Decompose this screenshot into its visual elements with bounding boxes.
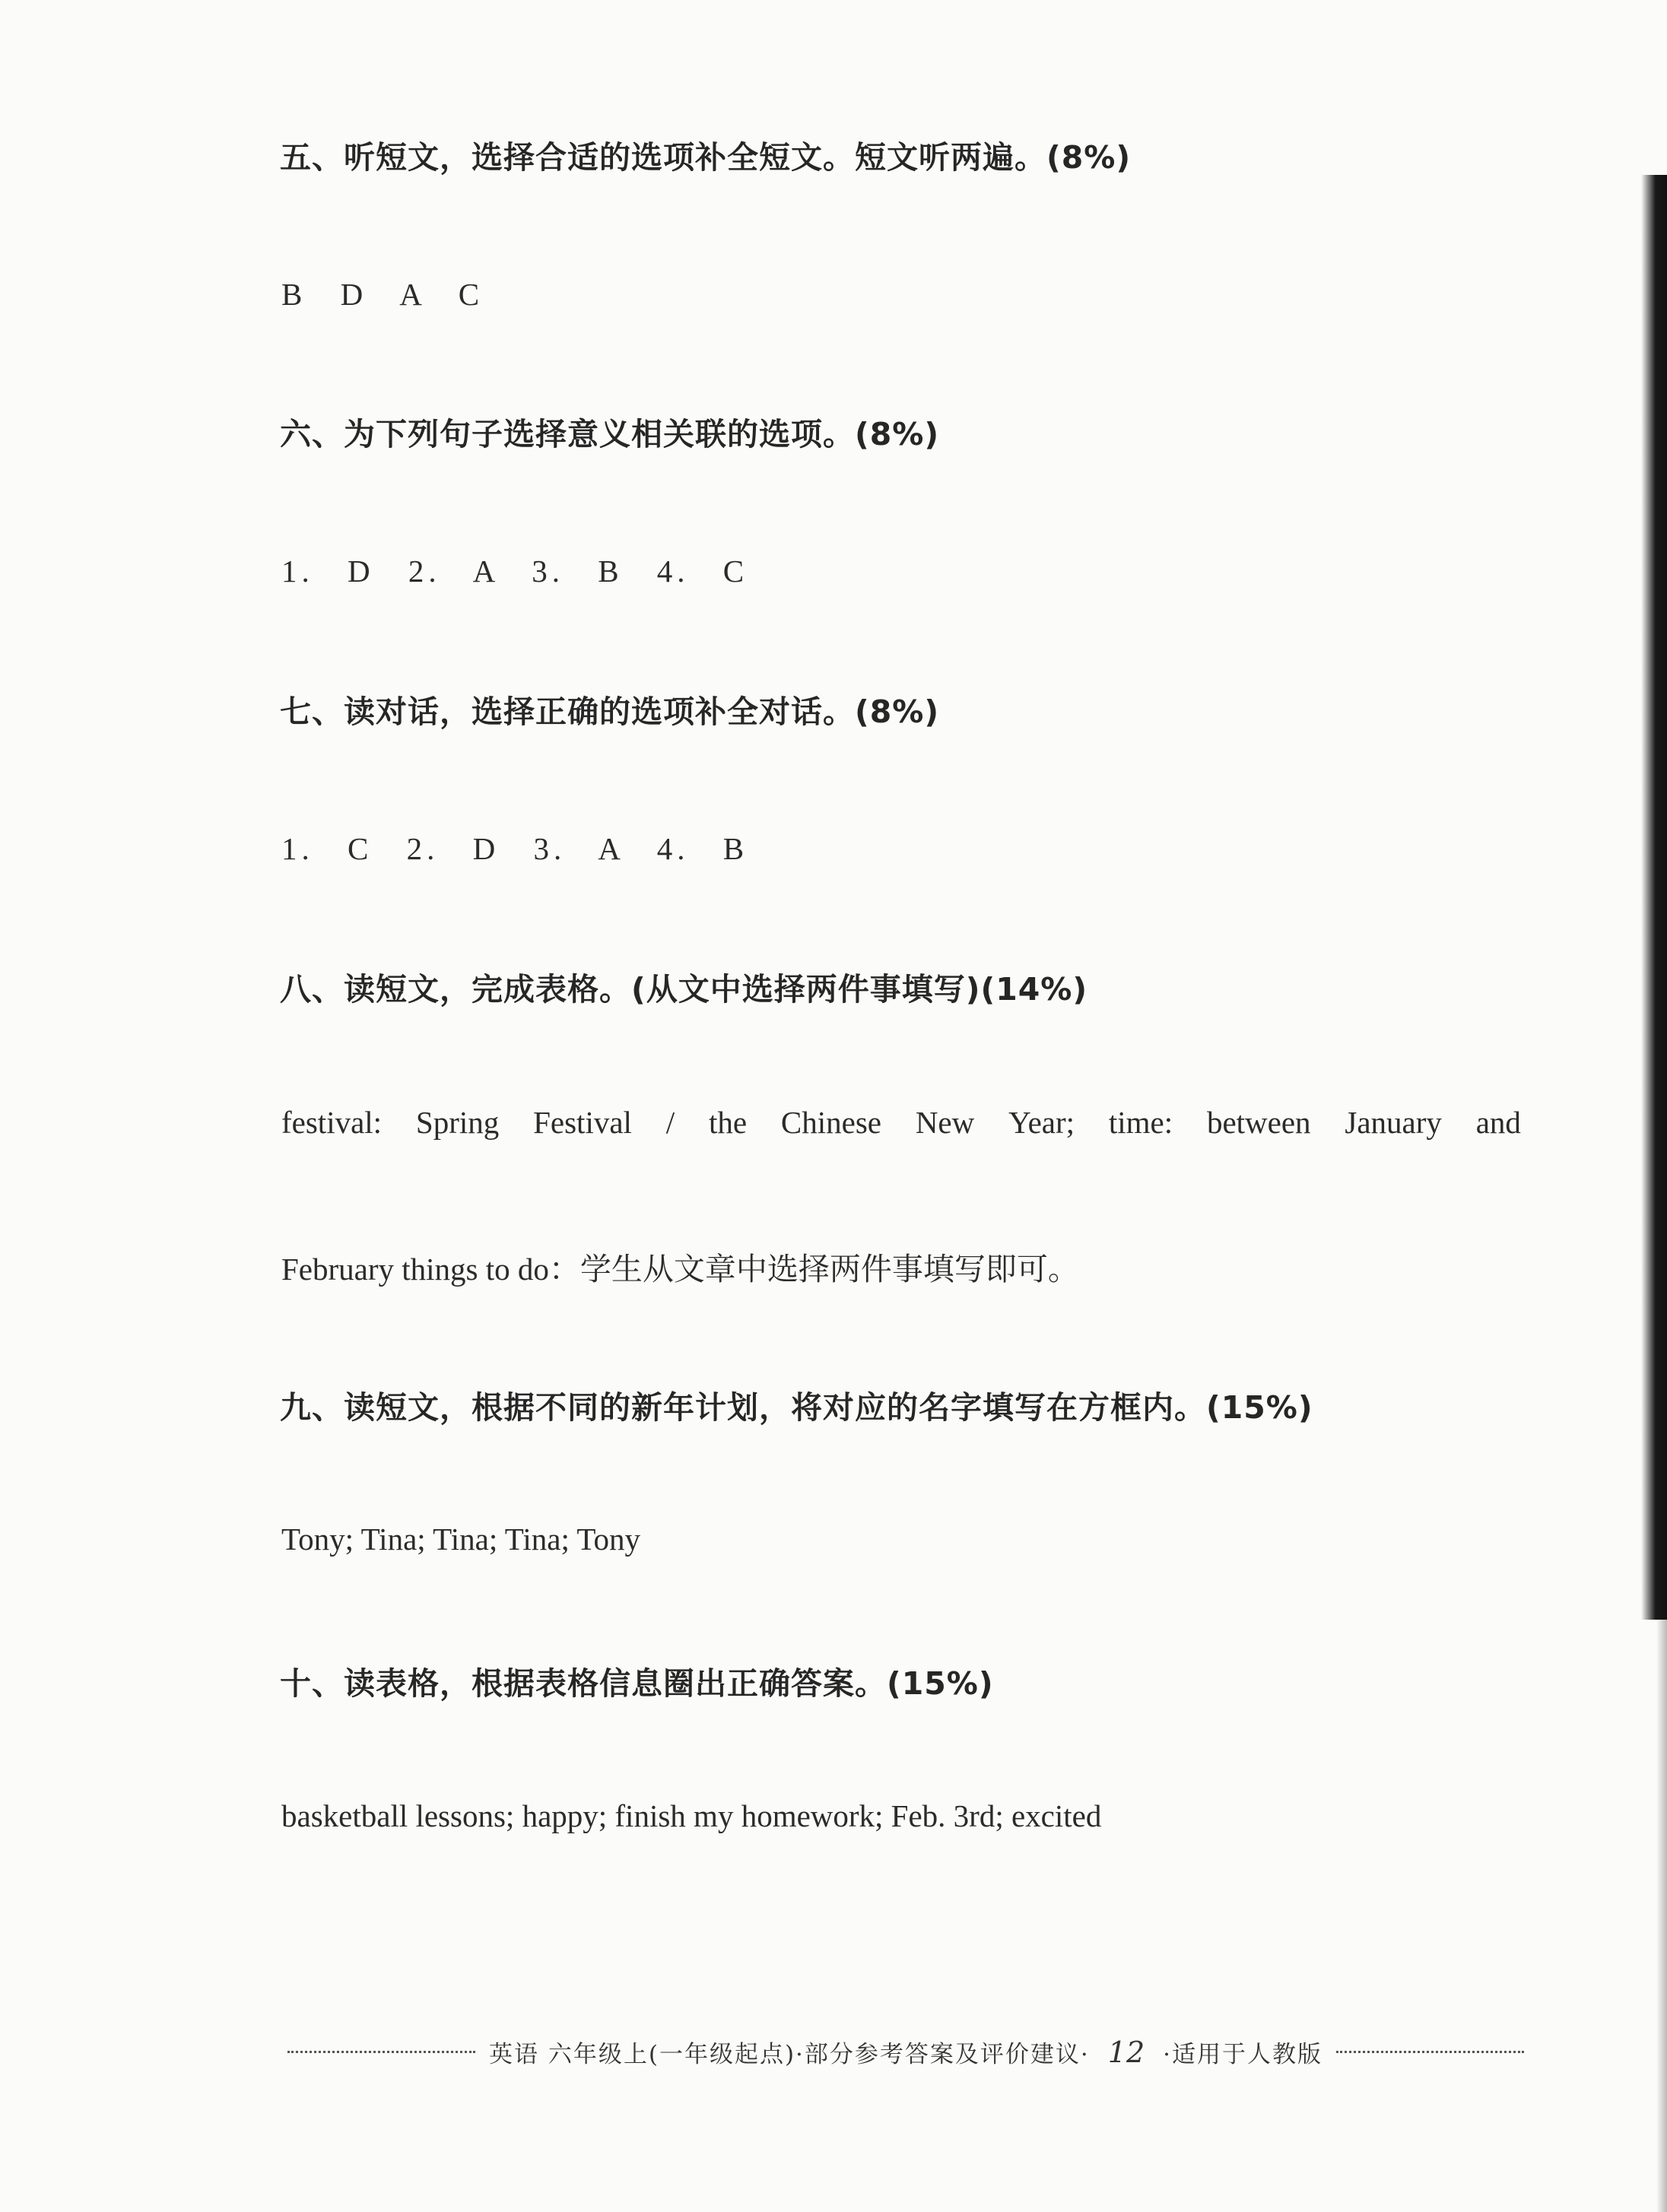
answer-word: between (1206, 1105, 1311, 1140)
section-5-answer: B D A C (281, 277, 484, 312)
page-number: 12 (1107, 2035, 1145, 2069)
section-7-answer: 1. C 2. D 3. A 4. B (281, 831, 749, 866)
answer-word: the (708, 1105, 748, 1140)
footer-right-text: ·适用于人教版 (1163, 2041, 1322, 2068)
answer-word: Spring (415, 1105, 500, 1140)
answer-word: Year; (1008, 1105, 1075, 1140)
answer-word: / (665, 1105, 675, 1140)
section-6-heading: 六、为下列句子选择意义相关联的选项。(8%) (280, 416, 940, 452)
answer-word: time: (1108, 1105, 1173, 1140)
footer-left-text: 英语 六年级上(一年级起点)·部分参考答案及评价建议· (489, 2041, 1090, 2068)
section-8-answer-line-2: February things to do：学生从文章中选择两件事填写即可。 (281, 1252, 1079, 1287)
scan-page-edge-shadow (1656, 1620, 1667, 2212)
section-9-answer: Tony; Tina; Tina; Tina; Tony (281, 1522, 641, 1557)
section-10-answer: basketball lessons; happy; finish my homework; Feb. 3rd; excited (281, 1798, 1102, 1833)
answer-word: January (1345, 1105, 1442, 1140)
section-10-heading: 十、读表格，根据表格信息圈出正确答案。(15%) (280, 1665, 994, 1702)
section-8-heading: 八、读短文，完成表格。(从文中选择两件事填写)(14%) (280, 971, 1088, 1008)
section-5-heading: 五、听短文，选择合适的选项补全短文。短文听两遍。(8%) (280, 139, 1132, 176)
answer-word: Chinese (780, 1105, 881, 1140)
scan-page-edge (1641, 175, 1667, 1620)
footer-right-dots (1336, 2051, 1524, 2053)
answer-word: Festival (533, 1105, 632, 1140)
section-7-heading: 七、读对话，选择正确的选项补全对话。(8%) (280, 693, 940, 730)
answer-word: festival: (281, 1105, 383, 1140)
page-footer (287, 2035, 1524, 2069)
answer-word: New (915, 1105, 975, 1140)
answer-word: and (1475, 1105, 1521, 1140)
section-9-heading: 九、读短文，根据不同的新年计划，将对应的名字填写在方框内。(15%) (280, 1389, 1313, 1426)
section-8-answer-line-1 (281, 1104, 1521, 1141)
section-6-answer: 1. D 2. A 3. B 4. C (281, 554, 749, 589)
footer-left-dots (287, 2051, 475, 2053)
